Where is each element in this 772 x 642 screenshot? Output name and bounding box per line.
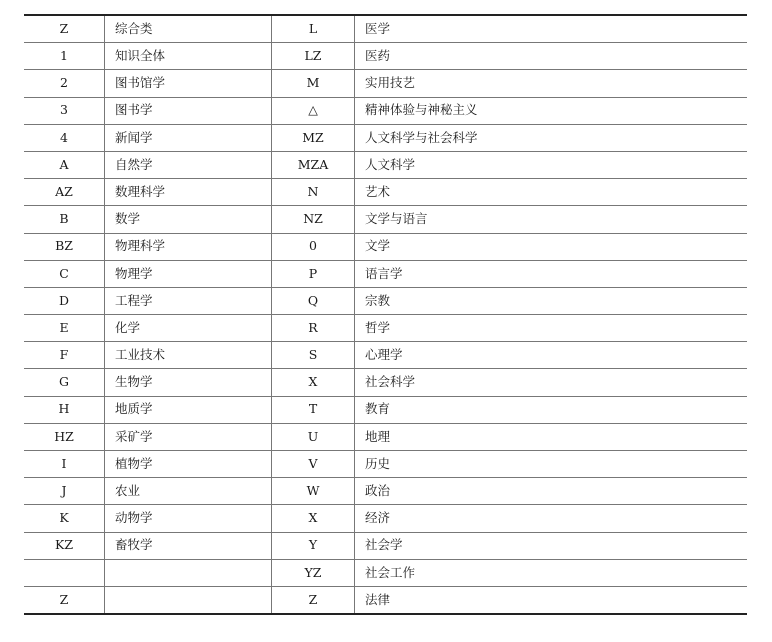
class-code-left: KZ	[24, 532, 105, 559]
class-code-left	[24, 559, 105, 586]
class-code-left: G	[24, 369, 105, 396]
class-name-right: 地理	[355, 423, 748, 450]
class-name-right: 教育	[355, 396, 748, 423]
class-name-right: 文学与语言	[355, 206, 748, 233]
class-code-left: E	[24, 315, 105, 342]
table-row	[24, 586, 747, 614]
class-name-left: 图书学	[105, 97, 272, 124]
class-name-right: 社会学	[355, 532, 748, 559]
class-code-right: NZ	[272, 206, 355, 233]
table-row	[24, 478, 747, 505]
class-code-left: AZ	[24, 179, 105, 206]
class-name-left	[105, 559, 272, 586]
class-name-right: 经济	[355, 505, 748, 532]
class-name-right: 社会科学	[355, 369, 748, 396]
classification-table	[24, 14, 747, 615]
class-code-left: Z	[24, 586, 105, 614]
class-code-right: MZ	[272, 124, 355, 151]
class-name-right: 医药	[355, 43, 748, 70]
class-name-left: 工程学	[105, 287, 272, 314]
class-name-left: 植物学	[105, 451, 272, 478]
table-row	[24, 260, 747, 287]
table-row	[24, 315, 747, 342]
class-code-right: T	[272, 396, 355, 423]
class-code-right: Z	[272, 586, 355, 614]
table-row	[24, 451, 747, 478]
table-row	[24, 179, 747, 206]
table-row	[24, 423, 747, 450]
class-name-right: 精神体验与神秘主义	[355, 97, 748, 124]
class-code-right: 0	[272, 233, 355, 260]
class-code-left: HZ	[24, 423, 105, 450]
table-row	[24, 43, 747, 70]
class-code-left: F	[24, 342, 105, 369]
class-name-left: 农业	[105, 478, 272, 505]
class-code-right: L	[272, 15, 355, 43]
table-row	[24, 233, 747, 260]
class-code-left: 1	[24, 43, 105, 70]
class-name-right: 哲学	[355, 315, 748, 342]
class-code-right: LZ	[272, 43, 355, 70]
table-row	[24, 342, 747, 369]
class-code-right: V	[272, 451, 355, 478]
class-code-left: H	[24, 396, 105, 423]
class-name-left: 新闻学	[105, 124, 272, 151]
class-code-right: S	[272, 342, 355, 369]
class-code-right: Q	[272, 287, 355, 314]
class-name-right: 法律	[355, 586, 748, 614]
class-name-left: 图书馆学	[105, 70, 272, 97]
class-code-left: J	[24, 478, 105, 505]
class-name-right: 历史	[355, 451, 748, 478]
class-code-left: B	[24, 206, 105, 233]
class-name-right: 心理学	[355, 342, 748, 369]
class-code-right: MZA	[272, 151, 355, 178]
class-code-right: X	[272, 369, 355, 396]
class-name-left: 自然学	[105, 151, 272, 178]
class-code-right: U	[272, 423, 355, 450]
table-row	[24, 124, 747, 151]
table-row	[24, 287, 747, 314]
table-row	[24, 396, 747, 423]
class-name-left: 地质学	[105, 396, 272, 423]
class-code-left: 4	[24, 124, 105, 151]
class-name-left: 动物学	[105, 505, 272, 532]
class-name-left: 化学	[105, 315, 272, 342]
class-name-left	[105, 586, 272, 614]
class-name-left: 知识全体	[105, 43, 272, 70]
class-code-right: X	[272, 505, 355, 532]
class-name-right: 文学	[355, 233, 748, 260]
table-row	[24, 15, 747, 43]
class-code-left: D	[24, 287, 105, 314]
table-row	[24, 532, 747, 559]
class-code-right: P	[272, 260, 355, 287]
class-code-right: M	[272, 70, 355, 97]
class-name-right: 政治	[355, 478, 748, 505]
class-code-left: 3	[24, 97, 105, 124]
class-code-right: △	[272, 97, 355, 124]
class-code-right: YZ	[272, 559, 355, 586]
class-name-right: 医学	[355, 15, 748, 43]
class-name-left: 数理科学	[105, 179, 272, 206]
class-name-right: 社会工作	[355, 559, 748, 586]
table-row	[24, 151, 747, 178]
class-code-left: C	[24, 260, 105, 287]
table-body	[24, 15, 747, 614]
class-code-left: 2	[24, 70, 105, 97]
class-name-left: 畜牧学	[105, 532, 272, 559]
class-name-left: 物理科学	[105, 233, 272, 260]
class-name-left: 综合类	[105, 15, 272, 43]
class-code-right: N	[272, 179, 355, 206]
class-code-left: I	[24, 451, 105, 478]
class-name-left: 数学	[105, 206, 272, 233]
class-name-left: 采矿学	[105, 423, 272, 450]
class-name-left: 物理学	[105, 260, 272, 287]
table-row	[24, 505, 747, 532]
class-name-right: 人文科学	[355, 151, 748, 178]
class-code-left: A	[24, 151, 105, 178]
class-name-left: 工业技术	[105, 342, 272, 369]
class-name-right: 人文科学与社会科学	[355, 124, 748, 151]
class-code-right: R	[272, 315, 355, 342]
table-row	[24, 70, 747, 97]
class-code-right: W	[272, 478, 355, 505]
table-row	[24, 206, 747, 233]
table-row	[24, 559, 747, 586]
class-name-right: 宗教	[355, 287, 748, 314]
classification-table-container	[24, 14, 747, 615]
class-code-right: Y	[272, 532, 355, 559]
class-code-left: Z	[24, 15, 105, 43]
class-name-left: 生物学	[105, 369, 272, 396]
class-code-left: BZ	[24, 233, 105, 260]
table-row	[24, 97, 747, 124]
class-name-right: 语言学	[355, 260, 748, 287]
class-name-right: 实用技艺	[355, 70, 748, 97]
table-row	[24, 369, 747, 396]
class-name-right: 艺术	[355, 179, 748, 206]
class-code-left: K	[24, 505, 105, 532]
